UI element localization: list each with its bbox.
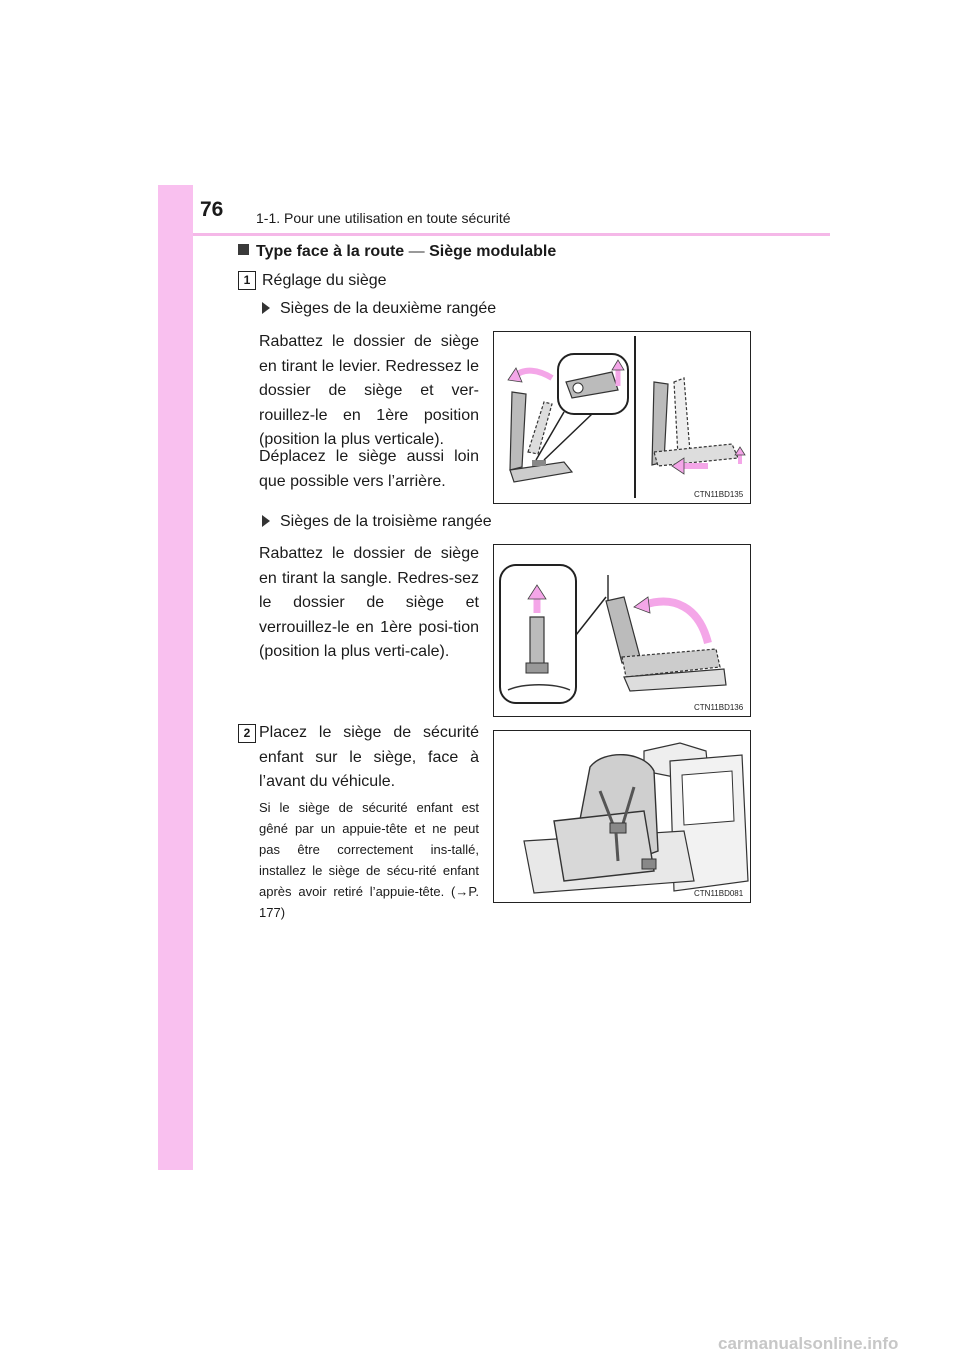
section-title: 1-1. Pour une utilisation en toute sécurité	[256, 210, 511, 226]
triangle-bullet-icon	[262, 515, 270, 527]
watermark-text: carmanualsonline.info	[718, 1334, 899, 1353]
figure-code: CTN11BD081	[694, 889, 744, 898]
figure-code: CTN11BD136	[694, 703, 744, 712]
child-seat-illustration	[494, 731, 750, 902]
step-1-badge: 1	[238, 271, 256, 290]
header-rule	[193, 233, 830, 236]
bullet-second-row	[262, 300, 496, 318]
heading-sub: Siège modulable	[429, 243, 557, 260]
bullet-third-row-label: Sièges de la troisième rangée	[280, 513, 492, 530]
bullet-third-row	[262, 513, 492, 531]
second-row-seat-illustration	[494, 332, 750, 503]
para-third-row: Rabattez le dossier de siège en tirant la sangle. Redres-sez le dossier de siège et verrouillez-le en 1ère posi-tion (position la plus verti-cale).	[259, 545, 479, 661]
page-number: 76	[200, 198, 224, 221]
third-row-seat-illustration	[494, 545, 750, 716]
figure-code: CTN11BD135	[694, 490, 744, 499]
heading-dash: —	[408, 243, 425, 260]
triangle-bullet-icon	[262, 302, 270, 314]
figure-second-row-seat	[493, 331, 751, 504]
note-step-2: Si le siège de sécurité enfant est gêné par un appuie-tête et ne peut pas être correctement ins-tallé, installez le siège de sécu-rité enfant après avoir retiré l’appuie-tête. (→P. 177)	[259, 800, 479, 920]
figure-child-seat	[493, 730, 751, 903]
para-second-row-b: Déplacez le siège aussi loin que possible vers l’arrière.	[259, 448, 479, 490]
heading-main: Type face à la route	[256, 243, 405, 260]
step-2-badge: 2	[238, 724, 256, 743]
bullet-second-row-label: Sièges de la deuxième rangée	[280, 300, 497, 317]
side-tab-bar	[158, 185, 193, 1170]
figure-third-row-seat	[493, 544, 751, 717]
subsection-heading	[238, 243, 556, 261]
step-1-title: Réglage du siège	[262, 272, 387, 289]
para-step-2: Placez le siège de sécurité enfant sur le siège, face à l’avant du véhicule.	[259, 724, 479, 791]
square-bullet-icon	[238, 244, 249, 255]
para-second-row-a: Rabattez le dossier de siège en tirant le levier. Redressez le dossier de siège et ver-rouillez-le en 1ère position (position la plus verticale).	[259, 333, 479, 449]
